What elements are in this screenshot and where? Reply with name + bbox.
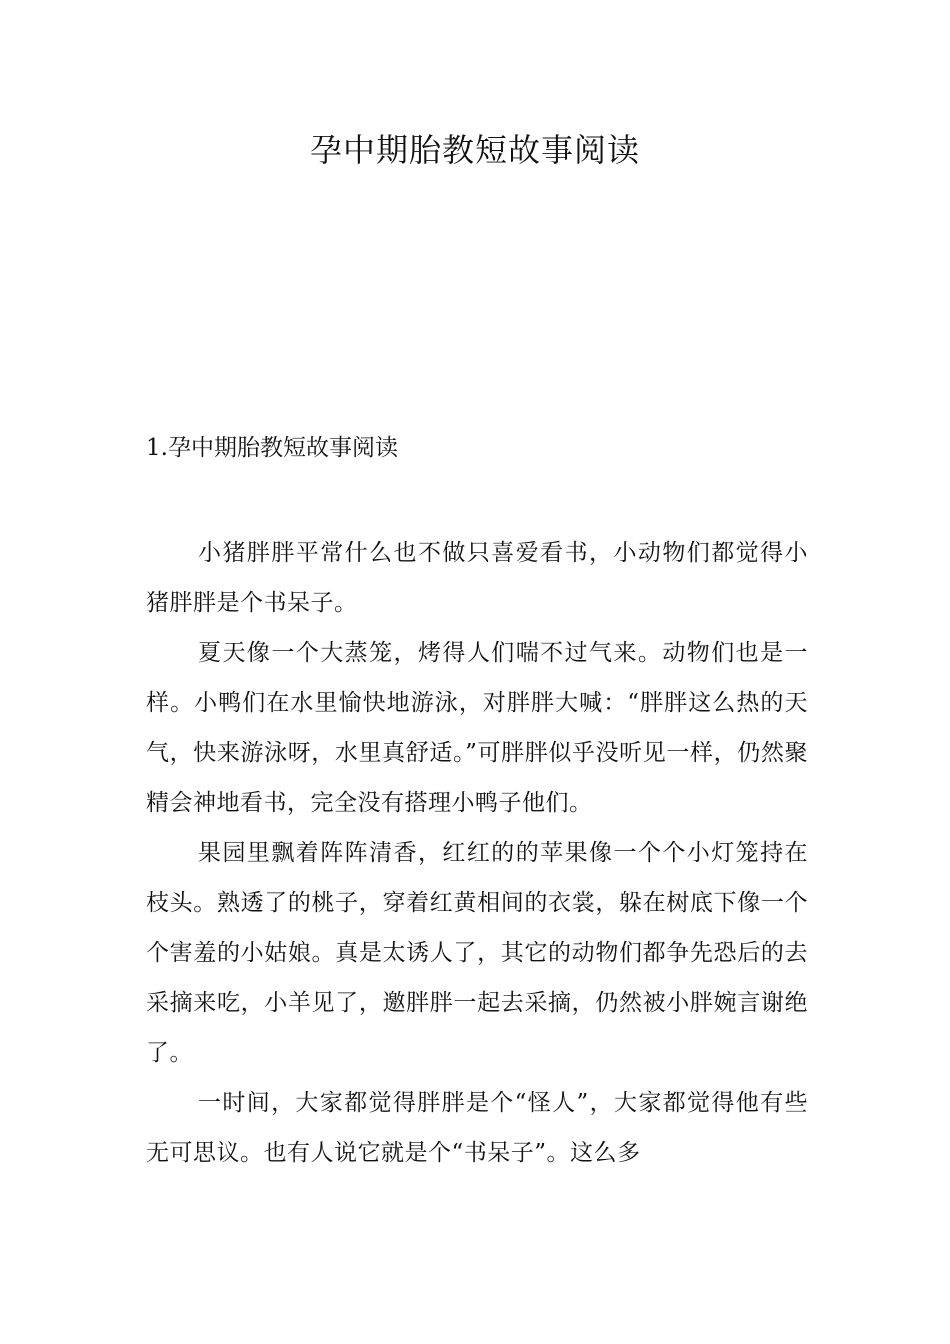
story-body	[146, 528, 808, 1178]
document-title: 孕中期胎教短故事阅读	[309, 131, 640, 169]
story-paragraph-2: 夏天像一个大蒸笼，烤得人们喘不过气来。动物们也是一样。小鸭们在水里愉快地游泳，对胖胖大喊：“胖胖这么热的天气，快来游泳呀，水里真舒适。”可胖胖似乎没听见一样，仍然聚精会神地看书，完全没有搭理小鸭子他们。	[146, 640, 808, 816]
section-heading: 1.孕中期胎教短故事阅读	[146, 435, 398, 461]
story-paragraph-3: 果园里飘着阵阵清香，红红的的苹果像一个个小灯笼持在枝头。熟透了的桃子，穿着红黄相间的衣裳，躲在树底下像一个个害羞的小姑娘。真是太诱人了，其它的动物们都争先恐后的去采摘来吃，小羊见了，邀胖胖一起去采摘，仍然被小胖婉言谢绝了。	[146, 840, 808, 1066]
story-paragraph-4: 一时间，大家都觉得胖胖是个“怪人”，大家都觉得他有些无可思议。也有人说它就是个“书呆子”。这么多	[146, 1090, 808, 1166]
story-paragraph-1: 小猪胖胖平常什么也不做只喜爱看书，小动物们都觉得小猪胖胖是个书呆子。	[146, 540, 808, 616]
